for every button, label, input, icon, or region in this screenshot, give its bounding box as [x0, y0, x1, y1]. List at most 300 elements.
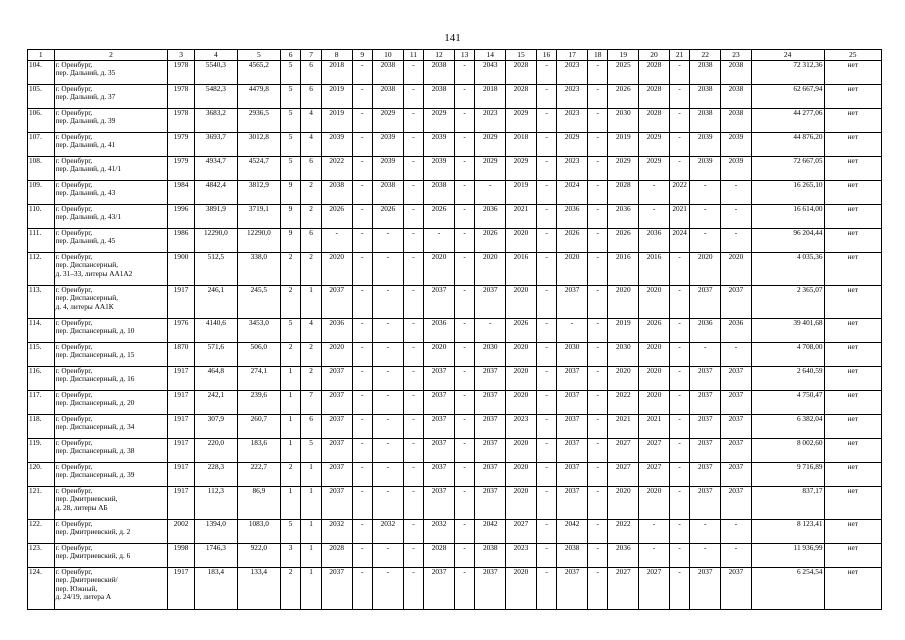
- address-cell: [54, 415, 168, 439]
- value-cell: 2019: [321, 109, 352, 133]
- value-cell: 1917: [168, 367, 195, 391]
- value-cell: 2028: [639, 109, 670, 133]
- value-cell: 2037: [721, 415, 752, 439]
- row-number-cell: 108.: [28, 157, 55, 181]
- value-cell: -: [588, 157, 608, 181]
- value-cell: 2020: [321, 343, 352, 367]
- status-cell: нет: [824, 286, 882, 319]
- value-cell: -: [536, 367, 556, 391]
- value-cell: -: [352, 319, 372, 343]
- value-cell: 1917: [168, 439, 195, 463]
- status-cell: нет: [824, 463, 882, 487]
- value-cell: 2026: [321, 205, 352, 229]
- status-cell: нет: [824, 391, 882, 415]
- value-cell: 3891,9: [194, 205, 237, 229]
- value-cell: 2037: [690, 463, 721, 487]
- status-cell: нет: [824, 439, 882, 463]
- value-cell: -: [352, 85, 372, 109]
- value-cell: 4: [301, 133, 321, 157]
- address-line: д. 28, литеры АБ: [55, 502, 108, 512]
- value-cell: 2037: [557, 391, 588, 415]
- value-cell: 2016: [608, 253, 639, 286]
- value-cell: 2039: [721, 133, 752, 157]
- row-number-cell: 114.: [28, 319, 55, 343]
- address-line: пер. Диспансерный, д. 38: [55, 446, 135, 456]
- value-cell: -: [373, 391, 404, 415]
- value-cell: 2020: [506, 367, 537, 391]
- value-cell: 2029: [608, 157, 639, 181]
- address-line: пер. Диспансерный, д. 34: [55, 422, 135, 432]
- row-number-cell: 104.: [28, 61, 55, 85]
- cost-cell: 44 876,20: [751, 133, 824, 157]
- value-cell: 183,6: [237, 439, 280, 463]
- value-cell: -: [721, 520, 752, 544]
- value-cell: -: [475, 181, 506, 205]
- address-line: г. Оренбург,: [55, 462, 93, 471]
- value-cell: 2029: [373, 109, 404, 133]
- value-cell: 2038: [721, 109, 752, 133]
- address-line: г. Оренбург,: [55, 390, 93, 399]
- value-cell: 2028: [321, 544, 352, 568]
- value-cell: 2: [301, 181, 321, 205]
- address-line: г. Оренбург,: [55, 228, 93, 237]
- value-cell: -: [721, 343, 752, 367]
- address-line: г. Оренбург,: [55, 252, 93, 261]
- value-cell: 2039: [321, 133, 352, 157]
- value-cell: -: [352, 544, 372, 568]
- value-cell: -: [403, 133, 423, 157]
- value-cell: 2037: [557, 286, 588, 319]
- column-header-22: 22: [690, 50, 721, 61]
- cost-cell: 6 382,04: [751, 415, 824, 439]
- column-header-7: 7: [301, 50, 321, 61]
- value-cell: 2039: [690, 157, 721, 181]
- value-cell: 1917: [168, 286, 195, 319]
- value-cell: 2026: [424, 205, 455, 229]
- value-cell: -: [454, 133, 474, 157]
- value-cell: -: [454, 205, 474, 229]
- value-cell: -: [669, 286, 689, 319]
- value-cell: 112,3: [194, 487, 237, 520]
- value-cell: 4140,6: [194, 319, 237, 343]
- address-line: г. Оренбург,: [55, 285, 93, 294]
- value-cell: 1: [280, 367, 300, 391]
- value-cell: 2037: [690, 391, 721, 415]
- value-cell: 2037: [557, 463, 588, 487]
- column-header-21: 21: [669, 50, 689, 61]
- address-line: г. Оренбург,: [55, 543, 93, 552]
- value-cell: 9: [280, 205, 300, 229]
- value-cell: -: [352, 181, 372, 205]
- value-cell: -: [639, 181, 670, 205]
- value-cell: 2037: [557, 415, 588, 439]
- value-cell: -: [352, 463, 372, 487]
- value-cell: -: [588, 520, 608, 544]
- status-cell: нет: [824, 253, 882, 286]
- value-cell: 1998: [168, 544, 195, 568]
- column-header-25: 25: [824, 50, 882, 61]
- value-cell: 2022: [608, 520, 639, 544]
- table-row: [28, 544, 882, 568]
- value-cell: 2043: [475, 61, 506, 85]
- value-cell: 6: [301, 229, 321, 253]
- value-cell: 2026: [557, 229, 588, 253]
- value-cell: 3683,2: [194, 109, 237, 133]
- address-line: г. Оренбург,: [55, 342, 93, 351]
- value-cell: -: [669, 439, 689, 463]
- value-cell: 86,9: [237, 487, 280, 520]
- value-cell: -: [588, 319, 608, 343]
- table-row: [28, 319, 882, 343]
- table-row: [28, 439, 882, 463]
- status-cell: нет: [824, 487, 882, 520]
- value-cell: -: [454, 367, 474, 391]
- status-cell: нет: [824, 205, 882, 229]
- value-cell: 2029: [506, 157, 537, 181]
- value-cell: -: [403, 568, 423, 610]
- address-cell: [54, 391, 168, 415]
- cost-cell: 2 365,07: [751, 286, 824, 319]
- value-cell: -: [690, 544, 721, 568]
- value-cell: -: [454, 157, 474, 181]
- address-line: пер. Дальний, д. 41/1: [55, 164, 121, 174]
- value-cell: -: [588, 181, 608, 205]
- value-cell: 2037: [424, 415, 455, 439]
- value-cell: -: [588, 463, 608, 487]
- value-cell: -: [454, 568, 474, 610]
- value-cell: 2023: [557, 157, 588, 181]
- column-header-20: 20: [639, 50, 670, 61]
- row-number-cell: 121.: [28, 487, 55, 520]
- row-number-cell: 122.: [28, 520, 55, 544]
- value-cell: 228,3: [194, 463, 237, 487]
- value-cell: -: [669, 487, 689, 520]
- value-cell: -: [352, 157, 372, 181]
- value-cell: 2023: [506, 415, 537, 439]
- value-cell: 2020: [690, 253, 721, 286]
- value-cell: -: [352, 205, 372, 229]
- address-line: д. 24/19, литера А: [55, 591, 112, 601]
- value-cell: 2037: [690, 415, 721, 439]
- value-cell: 5482,3: [194, 85, 237, 109]
- value-cell: 2037: [721, 286, 752, 319]
- value-cell: 2019: [608, 319, 639, 343]
- value-cell: -: [352, 133, 372, 157]
- value-cell: 2039: [721, 157, 752, 181]
- value-cell: 2042: [557, 520, 588, 544]
- value-cell: 1978: [168, 109, 195, 133]
- row-number-cell: 115.: [28, 343, 55, 367]
- table-row: [28, 61, 882, 85]
- value-cell: 2038: [690, 85, 721, 109]
- value-cell: 2029: [475, 133, 506, 157]
- address-line: г. Оренбург,: [55, 132, 93, 141]
- value-cell: 2021: [608, 415, 639, 439]
- status-cell: нет: [824, 367, 882, 391]
- address-cell: [54, 61, 168, 85]
- status-cell: нет: [824, 61, 882, 85]
- status-cell: нет: [824, 133, 882, 157]
- value-cell: -: [669, 85, 689, 109]
- value-cell: 2: [301, 205, 321, 229]
- value-cell: -: [403, 85, 423, 109]
- value-cell: 4934,7: [194, 157, 237, 181]
- column-header-19: 19: [608, 50, 639, 61]
- value-cell: 2032: [321, 520, 352, 544]
- column-header-9: 9: [352, 50, 372, 61]
- cost-cell: 837,17: [751, 487, 824, 520]
- address-line: пер. Диспансерный, д. 39: [55, 470, 135, 480]
- value-cell: 2: [280, 253, 300, 286]
- row-number-cell: 106.: [28, 109, 55, 133]
- value-cell: 6: [301, 415, 321, 439]
- value-cell: 2025: [608, 61, 639, 85]
- value-cell: 1: [301, 544, 321, 568]
- value-cell: -: [536, 568, 556, 610]
- value-cell: -: [454, 229, 474, 253]
- value-cell: 222,7: [237, 463, 280, 487]
- value-cell: -: [352, 520, 372, 544]
- value-cell: -: [588, 205, 608, 229]
- value-cell: 2030: [608, 343, 639, 367]
- row-number-cell: 118.: [28, 415, 55, 439]
- value-cell: -: [536, 85, 556, 109]
- value-cell: 6: [301, 157, 321, 181]
- address-cell: [54, 181, 168, 205]
- value-cell: -: [690, 343, 721, 367]
- status-cell: нет: [824, 568, 882, 610]
- address-line: пер. Диспансерный, д. 16: [55, 374, 135, 384]
- value-cell: -: [588, 439, 608, 463]
- value-cell: 2023: [506, 544, 537, 568]
- value-cell: -: [669, 367, 689, 391]
- value-cell: 307,9: [194, 415, 237, 439]
- value-cell: 2026: [475, 229, 506, 253]
- value-cell: 1870: [168, 343, 195, 367]
- value-cell: 2027: [608, 463, 639, 487]
- row-number-cell: 112.: [28, 253, 55, 286]
- value-cell: 2036: [424, 319, 455, 343]
- value-cell: 2027: [608, 439, 639, 463]
- value-cell: 2037: [321, 415, 352, 439]
- column-header-16: 16: [536, 50, 556, 61]
- address-line: пер. Дмитриевский/: [55, 575, 118, 585]
- value-cell: 2: [280, 568, 300, 610]
- value-cell: -: [669, 391, 689, 415]
- value-cell: -: [669, 343, 689, 367]
- value-cell: 2028: [639, 85, 670, 109]
- table-row: [28, 343, 882, 367]
- value-cell: -: [536, 544, 556, 568]
- value-cell: 5: [280, 319, 300, 343]
- value-cell: -: [690, 229, 721, 253]
- value-cell: 2: [280, 343, 300, 367]
- value-cell: 4479,8: [237, 85, 280, 109]
- value-cell: -: [588, 367, 608, 391]
- table-row: [28, 85, 882, 109]
- value-cell: 1917: [168, 568, 195, 610]
- row-number-cell: 123.: [28, 544, 55, 568]
- value-cell: 2036: [608, 205, 639, 229]
- value-cell: 242,1: [194, 391, 237, 415]
- value-cell: -: [373, 253, 404, 286]
- value-cell: 2020: [639, 391, 670, 415]
- value-cell: 3719,1: [237, 205, 280, 229]
- value-cell: 2026: [608, 229, 639, 253]
- value-cell: -: [403, 157, 423, 181]
- value-cell: 2020: [424, 343, 455, 367]
- value-cell: 2: [280, 463, 300, 487]
- value-cell: -: [669, 133, 689, 157]
- row-number-cell: 109.: [28, 181, 55, 205]
- value-cell: 2019: [608, 133, 639, 157]
- value-cell: 7: [301, 391, 321, 415]
- value-cell: 2: [301, 343, 321, 367]
- value-cell: 2038: [721, 85, 752, 109]
- value-cell: 245,5: [237, 286, 280, 319]
- value-cell: -: [373, 415, 404, 439]
- address-cell: [54, 343, 168, 367]
- value-cell: -: [536, 253, 556, 286]
- address-cell: [54, 85, 168, 109]
- value-cell: 1900: [168, 253, 195, 286]
- value-cell: 2037: [424, 487, 455, 520]
- value-cell: -: [588, 391, 608, 415]
- value-cell: 2028: [608, 181, 639, 205]
- value-cell: 2037: [690, 487, 721, 520]
- value-cell: -: [352, 391, 372, 415]
- row-number-cell: 105.: [28, 85, 55, 109]
- address-cell: [54, 109, 168, 133]
- value-cell: 2026: [373, 205, 404, 229]
- column-header-18: 18: [588, 50, 608, 61]
- value-cell: -: [403, 343, 423, 367]
- value-cell: -: [321, 229, 352, 253]
- value-cell: 1979: [168, 133, 195, 157]
- value-cell: 2038: [373, 85, 404, 109]
- value-cell: 2037: [321, 439, 352, 463]
- value-cell: -: [373, 487, 404, 520]
- address-line: г. Оренбург,: [55, 366, 93, 375]
- value-cell: 2036: [557, 205, 588, 229]
- address-line: пер. Дальний, д. 43: [55, 188, 116, 198]
- value-cell: 2038: [424, 181, 455, 205]
- value-cell: -: [352, 415, 372, 439]
- value-cell: 12290,0: [237, 229, 280, 253]
- value-cell: 2021: [669, 205, 689, 229]
- value-cell: -: [403, 229, 423, 253]
- row-number-cell: 110.: [28, 205, 55, 229]
- table-row: [28, 367, 882, 391]
- value-cell: 2: [280, 286, 300, 319]
- value-cell: 2020: [639, 367, 670, 391]
- value-cell: 2037: [424, 439, 455, 463]
- value-cell: -: [536, 343, 556, 367]
- address-line: пер. Дмитриевский, д. 2: [55, 527, 131, 537]
- address-line: д. 4, литеры АА1К: [55, 301, 114, 311]
- value-cell: -: [352, 367, 372, 391]
- value-cell: 2037: [475, 367, 506, 391]
- cost-cell: 39 401,68: [751, 319, 824, 343]
- value-cell: 1: [280, 415, 300, 439]
- value-cell: 1: [280, 487, 300, 520]
- value-cell: 2023: [475, 109, 506, 133]
- value-cell: -: [403, 415, 423, 439]
- value-cell: 2037: [321, 463, 352, 487]
- value-cell: 2037: [557, 568, 588, 610]
- value-cell: 506,0: [237, 343, 280, 367]
- column-header-8: 8: [321, 50, 352, 61]
- value-cell: -: [721, 205, 752, 229]
- address-line: г. Оренбург,: [55, 567, 93, 576]
- value-cell: -: [424, 229, 455, 253]
- page-number: 141: [444, 32, 461, 44]
- value-cell: 2030: [608, 109, 639, 133]
- value-cell: 2037: [424, 367, 455, 391]
- value-cell: 2: [301, 367, 321, 391]
- value-cell: 2028: [424, 544, 455, 568]
- value-cell: 3012,8: [237, 133, 280, 157]
- value-cell: 2037: [321, 286, 352, 319]
- address-line: пер. Дальний, д. 45: [55, 236, 116, 246]
- value-cell: -: [669, 568, 689, 610]
- table-row: [28, 133, 882, 157]
- value-cell: 2016: [639, 253, 670, 286]
- value-cell: -: [536, 229, 556, 253]
- value-cell: -: [403, 367, 423, 391]
- value-cell: -: [588, 544, 608, 568]
- column-header-17: 17: [557, 50, 588, 61]
- cost-cell: 62 667,94: [751, 85, 824, 109]
- value-cell: 2020: [721, 253, 752, 286]
- value-cell: 1917: [168, 487, 195, 520]
- value-cell: 338,0: [237, 253, 280, 286]
- status-cell: нет: [824, 157, 882, 181]
- value-cell: 2020: [506, 439, 537, 463]
- value-cell: 2036: [690, 319, 721, 343]
- address-line: г. Оренбург,: [55, 519, 93, 528]
- cost-cell: 72 667,05: [751, 157, 824, 181]
- address-line: г. Оренбург,: [55, 108, 93, 117]
- table-row: [28, 463, 882, 487]
- value-cell: 2027: [639, 439, 670, 463]
- value-cell: 2018: [506, 133, 537, 157]
- value-cell: 1083,0: [237, 520, 280, 544]
- address-line: пер. Диспансерный, д. 20: [55, 398, 135, 408]
- value-cell: -: [588, 61, 608, 85]
- value-cell: 2022: [608, 391, 639, 415]
- value-cell: 2039: [690, 133, 721, 157]
- value-cell: -: [475, 319, 506, 343]
- table-row: [28, 229, 882, 253]
- value-cell: -: [536, 439, 556, 463]
- value-cell: 2036: [321, 319, 352, 343]
- value-cell: -: [373, 286, 404, 319]
- value-cell: 2037: [424, 286, 455, 319]
- value-cell: -: [352, 109, 372, 133]
- column-header-2: 2: [54, 50, 168, 61]
- row-number-cell: 119.: [28, 439, 55, 463]
- value-cell: -: [454, 85, 474, 109]
- value-cell: 3: [280, 544, 300, 568]
- value-cell: -: [536, 181, 556, 205]
- table-row: [28, 157, 882, 181]
- table-row: [28, 568, 882, 610]
- value-cell: 2030: [475, 343, 506, 367]
- value-cell: -: [454, 319, 474, 343]
- value-cell: -: [669, 463, 689, 487]
- value-cell: 2037: [690, 568, 721, 610]
